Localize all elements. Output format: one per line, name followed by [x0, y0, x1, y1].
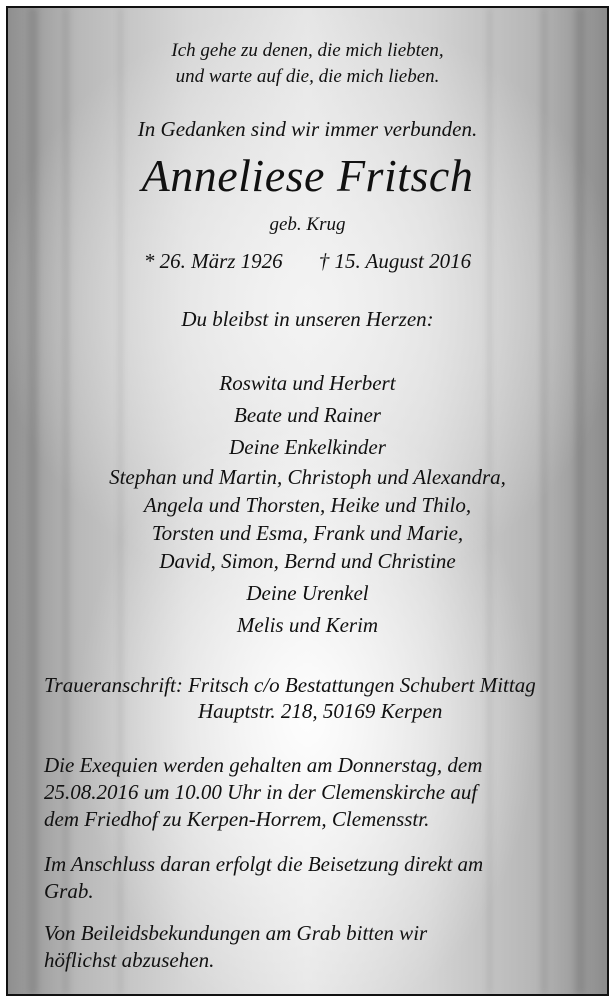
burial-line: Grab. — [44, 879, 94, 903]
motto-line-1: Ich gehe zu denen, die mich liebten, — [171, 40, 444, 61]
family-line: Stephan und Martin, Christoph und Alexandra, — [109, 465, 506, 489]
obituary-text — [8, 8, 607, 994]
address-line-1: Traueranschrift: Fritsch c/o Bestattungen Schubert Mittag — [44, 673, 536, 697]
condolence-line: höflichst abzusehen. — [44, 948, 215, 972]
death-date: † 15. August 2016 — [318, 249, 472, 273]
deceased-name: Anneliese Fritsch — [141, 150, 474, 201]
family-line: Deine Urenkel — [246, 581, 369, 605]
remembrance-line: In Gedanken sind wir immer verbunden. — [137, 117, 478, 141]
family-line: Angela und Thorsten, Heike und Thilo, — [143, 493, 472, 517]
service-line: dem Friedhof zu Kerpen-Horrem, Clemensstr. — [44, 807, 430, 831]
service-line: Die Exequien werden gehalten am Donnerstag, dem — [44, 753, 483, 777]
family-line: Roswita und Herbert — [219, 371, 396, 395]
birth-date: * 26. März 1926 — [143, 249, 283, 273]
service-line: 25.08.2016 um 10.00 Uhr in der Clemenskirche auf — [44, 780, 478, 804]
obituary-card — [6, 6, 609, 996]
family-line: Deine Enkelkinder — [229, 435, 386, 459]
condolence-line: Von Beileidsbekundungen am Grab bitten wir — [44, 921, 428, 945]
family-line: Melis und Kerim — [236, 613, 379, 637]
address-line-2: Hauptstr. 218, 50169 Kerpen — [198, 699, 443, 723]
burial-line: Im Anschluss daran erfolgt die Beisetzung direkt am — [44, 852, 484, 876]
heart-line: Du bleibst in unseren Herzen: — [181, 307, 434, 331]
family-line: Beate und Rainer — [234, 403, 381, 427]
maiden-name: geb. Krug — [269, 214, 346, 235]
dates-line — [8, 248, 607, 274]
motto-line-2: und warte auf die, die mich lieben. — [175, 66, 440, 87]
family-line: David, Simon, Bernd und Christine — [159, 549, 456, 573]
family-line: Torsten und Esma, Frank und Marie, — [151, 521, 464, 545]
